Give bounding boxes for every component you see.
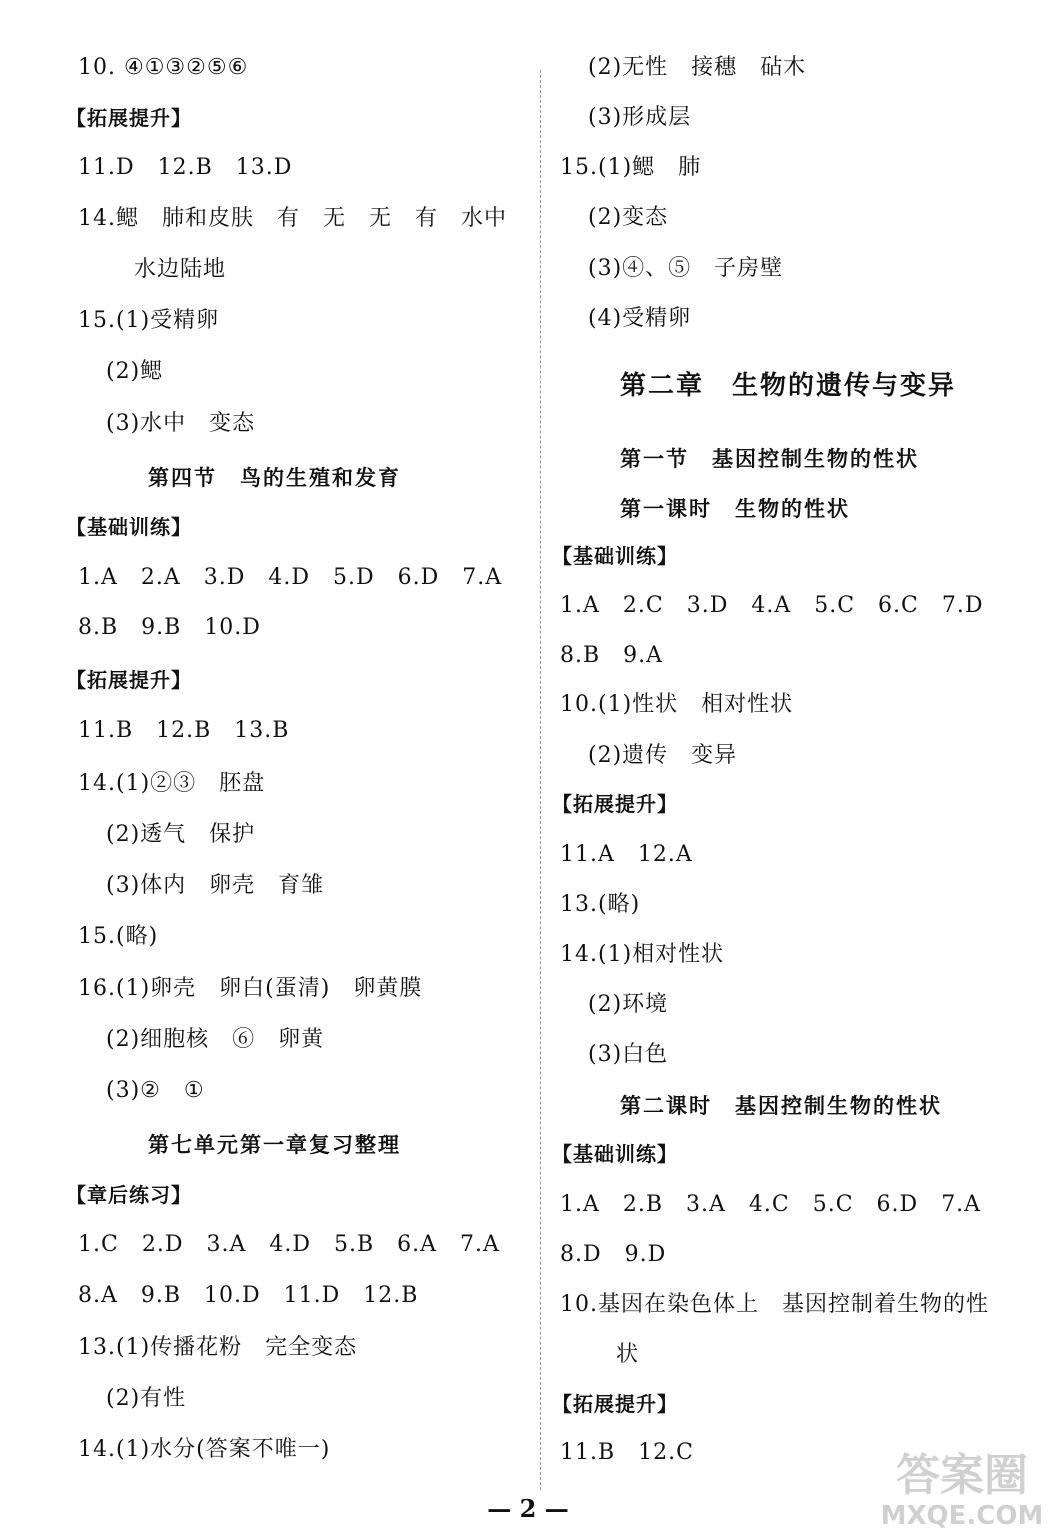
answer-line: (2)环境 (588, 992, 669, 1017)
subsection-label: 【基础训练】 (66, 515, 192, 539)
answer-line: 1.A 2.C 3.D 4.A 5.C 6.C 7.D (560, 593, 984, 618)
answer-line: (3)② ① (106, 1078, 205, 1103)
answer-line: (2)变态 (588, 205, 669, 230)
answer-line: 水边陆地 (134, 257, 227, 282)
answer-line: 14.(1)水分(答案不唯一) (78, 1437, 331, 1462)
answer-line: (2)无性 接穗 砧木 (588, 55, 807, 80)
answer-line: 1.A 2.B 3.A 4.C 5.C 6.D 7.A (560, 1192, 982, 1217)
answer-line: 10. ④①③②⑤⑥ (78, 55, 249, 80)
answer-line: 10.(1)性状 相对性状 (560, 692, 794, 717)
subsection-label: 【拓展提升】 (66, 668, 192, 692)
answer-line: 8.B 9.A (560, 643, 664, 668)
answer-line: 13.(1)传播花粉 完全变态 (78, 1335, 358, 1360)
answer-line: (2)透气 保护 (106, 822, 256, 847)
answer-line: (3)④、⑤ 子房壁 (588, 256, 784, 281)
answer-line: 16.(1)卵壳 卵白(蛋清) 卵黄膜 (78, 976, 423, 1001)
subsection-label: 【拓展提升】 (552, 1392, 678, 1416)
watermark-logo (870, 1440, 1050, 1532)
answer-line: 13.(略) (560, 892, 641, 917)
answer-line: (2)遗传 变异 (588, 743, 738, 768)
answer-line: 14.鳃 肺和皮肤 有 无 无 有 水中 (78, 206, 507, 231)
answer-line: 8.D 9.D (560, 1242, 667, 1267)
answer-line: (3)水中 变态 (106, 411, 256, 436)
answer-line: 14.(1)②③ 胚盘 (78, 771, 266, 796)
chapter-title: 第二章 生物的遗传与变异 (620, 371, 957, 401)
answer-line: 8.A 9.B 10.D 11.D 12.B (78, 1283, 419, 1308)
answer-line: (4)受精卵 (588, 306, 692, 331)
subsection-label: 【基础训练】 (552, 544, 678, 568)
answer-line: 15.(略) (78, 924, 159, 949)
answer-line: (2)有性 (106, 1386, 187, 1411)
answer-line: 1.C 2.D 3.A 4.D 5.B 6.A 7.A (78, 1232, 500, 1257)
answer-line: 14.(1)相对性状 (560, 942, 725, 967)
answer-line: 11.D 12.B 13.D (78, 155, 293, 180)
answer-line: 10.基因在染色体上 基因控制着生物的性 (560, 1292, 989, 1317)
section-title: 第一课时 生物的性状 (620, 497, 850, 521)
answer-line: (3)形成层 (588, 105, 692, 130)
right-column (540, 0, 1056, 1536)
section-title: 第七单元第一章复习整理 (148, 1133, 401, 1157)
watermark-text-top: 答案圈 (896, 1450, 1028, 1501)
section-title: 第一节 基因控制生物的性状 (620, 447, 919, 471)
answer-line: 15.(1)鳃 肺 (560, 155, 702, 180)
subsection-label: 【拓展提升】 (66, 106, 192, 130)
answer-line: 8.B 9.B 10.D (78, 615, 261, 640)
answer-line: (3)体内 卵壳 育雏 (106, 873, 325, 898)
answer-line: 15.(1)受精卵 (78, 308, 220, 333)
section-title: 第四节 鸟的生殖和发育 (148, 466, 401, 490)
answer-line: (2)鳃 (106, 359, 164, 384)
watermark-text-bottom: MXQE.COM (880, 1501, 1044, 1531)
answer-line: (2)细胞核 ⑥ 卵黄 (106, 1027, 325, 1052)
answer-line: 11.B 12.C (560, 1440, 694, 1465)
section-title: 第二课时 基因控制生物的性状 (620, 1094, 942, 1118)
subsection-label: 【章后练习】 (66, 1183, 192, 1207)
answer-line: (3)白色 (588, 1042, 669, 1067)
subsection-label: 【基础训练】 (552, 1142, 678, 1166)
answer-line: 1.A 2.A 3.D 4.D 5.D 6.D 7.A (78, 565, 503, 590)
page-number: — 2 — (487, 1494, 569, 1523)
answer-line: 状 (616, 1342, 640, 1367)
answer-line: 11.A 12.A (560, 842, 693, 867)
answer-line: 11.B 12.B 13.B (78, 718, 290, 743)
subsection-label: 【拓展提升】 (552, 792, 678, 816)
